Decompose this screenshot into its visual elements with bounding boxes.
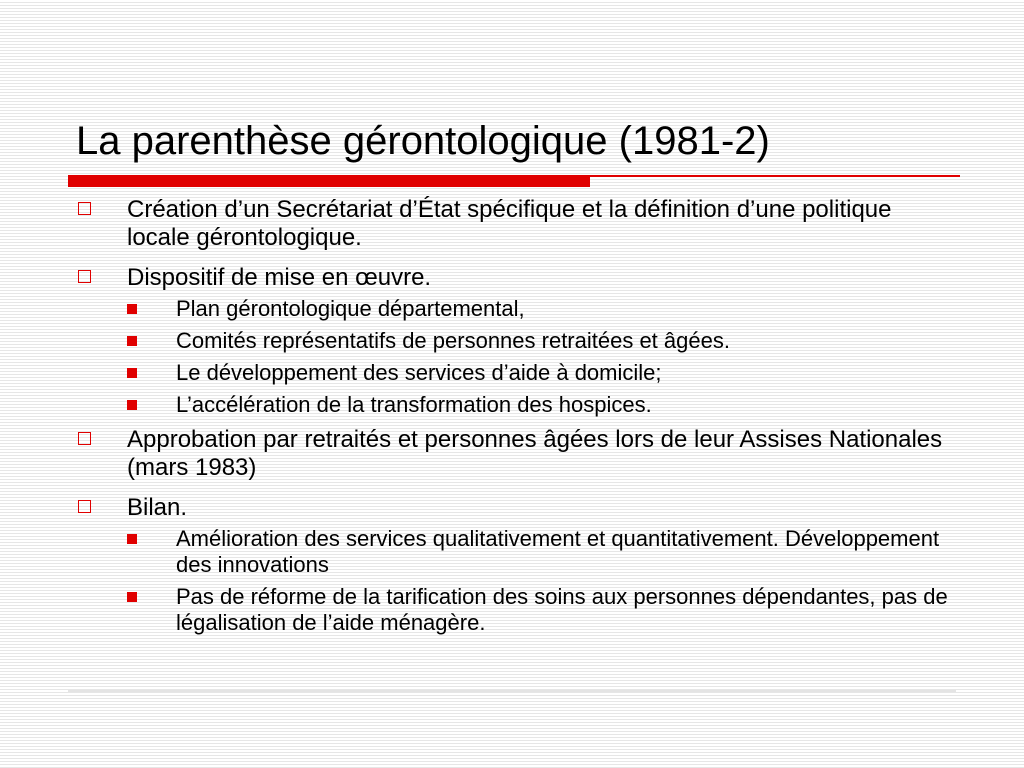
bullet-list: [76, 196, 956, 644]
filled-square-bullet-icon: [127, 400, 137, 410]
bullet-item: [76, 264, 956, 418]
hollow-square-bullet-icon: [78, 270, 91, 283]
sub-bullet-text: Plan gérontologique départemental,: [176, 296, 525, 321]
footer-divider: [68, 690, 956, 692]
sub-bullet-item: [127, 360, 956, 386]
sub-bullet-item: [127, 296, 956, 322]
filled-square-bullet-icon: [127, 592, 137, 602]
sub-bullet-item: [127, 526, 956, 578]
bullet-item: [76, 426, 956, 482]
sub-bullet-item: [127, 392, 956, 418]
bullet-text: Création d’un Secrétariat d’État spécifique et la définition d’une politique locale gérontologique.: [127, 196, 892, 251]
sub-bullet-item: [127, 328, 956, 354]
sub-bullet-text: Pas de réforme de la tarification des soins aux personnes dépendantes, pas de légalisation de l’aide ménagère.: [176, 584, 948, 635]
bullet-text: Approbation par retraités et personnes âgées lors de leur Assises Nationales (mars 1983): [127, 426, 943, 481]
bullet-item: [76, 196, 956, 252]
bullet-text: Dispositif de mise en œuvre.: [127, 264, 432, 291]
sub-bullet-list: [127, 526, 956, 636]
filled-square-bullet-icon: [127, 534, 137, 544]
hollow-square-bullet-icon: [78, 432, 91, 445]
hollow-square-bullet-icon: [78, 202, 91, 215]
sub-bullet-text: Amélioration des services qualitativement et quantitativement. Développement des innovations: [176, 526, 940, 577]
bullet-item: [76, 494, 956, 636]
sub-bullet-text: Comités représentatifs de personnes retraitées et âgées.: [176, 328, 730, 353]
filled-square-bullet-icon: [127, 368, 137, 378]
sub-bullet-text: L’accélération de la transformation des hospices.: [176, 392, 652, 417]
filled-square-bullet-icon: [127, 336, 137, 346]
hollow-square-bullet-icon: [78, 500, 91, 513]
title-underline-line: [590, 175, 960, 177]
slide-title: La parenthèse gérontologique (1981-2): [76, 119, 770, 163]
title-underline-bar: [68, 175, 590, 187]
filled-square-bullet-icon: [127, 304, 137, 314]
sub-bullet-text: Le développement des services d’aide à domicile;: [176, 360, 662, 385]
sub-bullet-list: [127, 296, 956, 418]
bullet-text: Bilan.: [127, 494, 188, 521]
sub-bullet-item: [127, 584, 956, 636]
